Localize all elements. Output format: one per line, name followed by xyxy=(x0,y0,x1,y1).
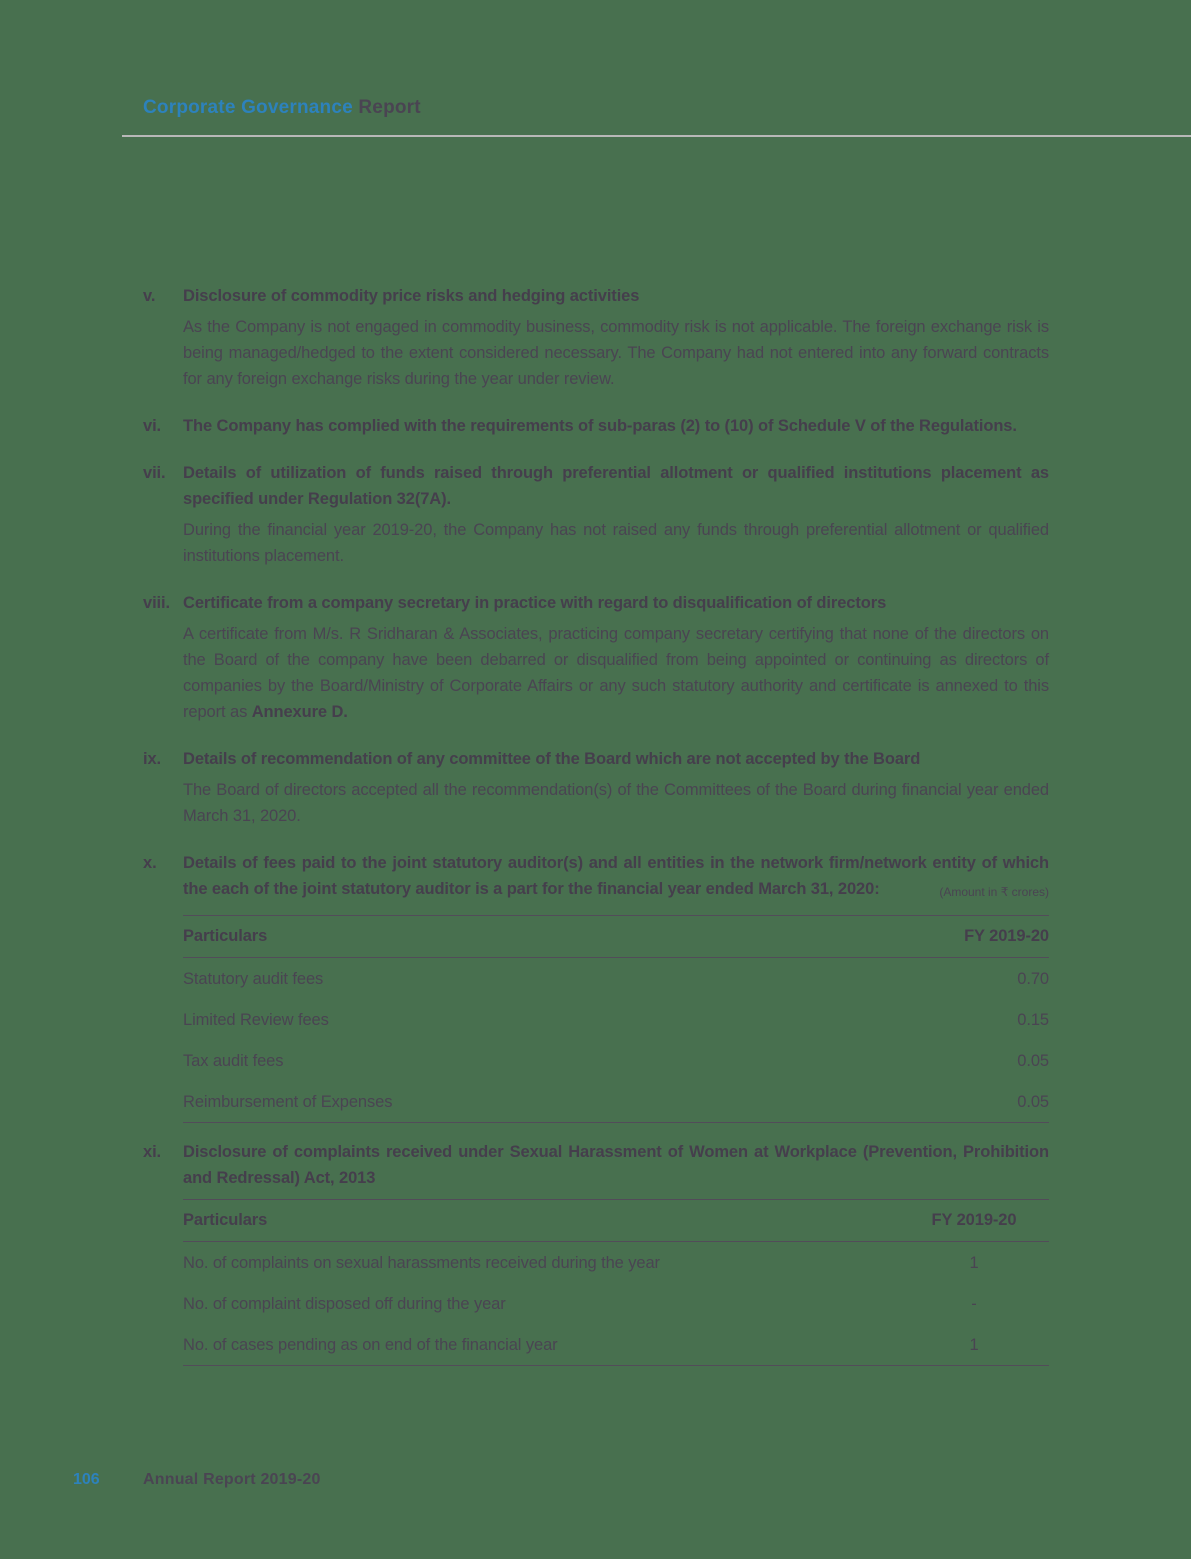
column-header-particulars: Particulars xyxy=(183,1200,899,1242)
table-header-row xyxy=(183,1200,1049,1242)
row-value: 0.70 xyxy=(1017,969,1049,988)
section-heading: Disclosure of complaints received under Sexual Harassment of Women at Workplace (Prevention, Prohibition and Redressal) Act, 2013 xyxy=(183,1143,1049,1187)
header-divider xyxy=(122,135,1191,137)
section-viii xyxy=(143,590,1049,730)
table-row xyxy=(183,1040,1049,1081)
section-paragraph xyxy=(183,621,1049,725)
section-heading: Details of recommendation of any committee of the Board which are not accepted by the Board xyxy=(183,750,921,768)
row-label: No. of cases pending as on end of the financial year xyxy=(183,1324,899,1366)
section-v xyxy=(143,283,1049,397)
column-header-fy: FY 2019-20 xyxy=(899,1200,1049,1242)
table-header-row xyxy=(183,916,1049,958)
section-paragraph: The Board of directors accepted all the recommendation(s) of the Committees of the Board during financial year ended March 31, 2020. xyxy=(183,781,1049,825)
section-xi xyxy=(143,1139,1049,1366)
annexure-reference: Annexure D. xyxy=(251,703,348,721)
header-title-highlight: Corporate Governance xyxy=(143,97,353,118)
section-heading: The Company has complied with the requirements of sub-paras (2) to (10) of Schedule V of the Regulations. xyxy=(183,417,1017,435)
section-vi xyxy=(143,413,1049,444)
section-numeral: x. xyxy=(143,854,157,872)
paragraph-text: A certificate from M/s. R Sridharan & Associates, practicing company secretary certifying that none of the directors on the Board of the company have been debarred or disqualified from being appointed or continuing as directors of companies by the Board/Ministry of Corporate Affairs or any such statutory authority and certificate is annexed to this report as xyxy=(183,625,1049,721)
section-ix xyxy=(143,746,1049,834)
row-label: Limited Review fees xyxy=(183,1010,329,1029)
section-vii xyxy=(143,460,1049,574)
row-value: 1 xyxy=(899,1324,1049,1366)
section-numeral: ix. xyxy=(143,750,162,768)
table-row xyxy=(183,1242,1049,1284)
section-numeral: v. xyxy=(143,287,156,305)
table-row xyxy=(183,999,1049,1040)
row-value: - xyxy=(971,1294,977,1313)
section-heading: Details of fees paid to the joint statutory auditor(s) and all entities in the network firm/network entity of which the each of the joint statutory auditor is a part for the financial year ended March 31, 2020: xyxy=(183,854,1049,898)
row-label: Tax audit fees xyxy=(183,1051,284,1070)
section-heading: Disclosure of commodity price risks and hedging activities xyxy=(183,287,640,305)
row-value: 1 xyxy=(969,1253,979,1272)
content-area xyxy=(143,283,1049,1382)
row-value: 0.05 xyxy=(1017,1051,1049,1070)
row-label: No. of complaints on sexual harassments received during the year xyxy=(183,1253,660,1272)
section-numeral: viii. xyxy=(143,594,171,612)
table-row xyxy=(183,958,1049,1000)
row-label: Reimbursement of Expenses xyxy=(183,1081,799,1123)
table-row xyxy=(183,1081,1049,1123)
page-number: 106 xyxy=(73,1471,100,1488)
footer-report-label: Annual Report 2019-20 xyxy=(143,1471,321,1488)
table-row xyxy=(183,1324,1049,1366)
table-row xyxy=(183,1283,1049,1324)
header-title-rest: Report xyxy=(352,97,421,118)
section-paragraph: During the financial year 2019-20, the Company has not raised any funds through preferential allotment or qualified institutions placement. xyxy=(183,521,1049,565)
amount-unit-note: (Amount in ₹ crores) xyxy=(939,885,1049,899)
row-label: No. of complaint disposed off during the year xyxy=(183,1294,506,1313)
audit-fees-table xyxy=(183,915,1049,1123)
section-heading: Details of utilization of funds raised through preferential allotment or qualified institutions placement as specified under Regulation 32(7A). xyxy=(183,464,1049,508)
row-value: 0.15 xyxy=(1017,1010,1049,1029)
section-heading: Certificate from a company secretary in practice with regard to disqualification of directors xyxy=(183,594,887,612)
column-header-particulars: Particulars xyxy=(183,916,799,958)
section-x xyxy=(143,850,1049,1123)
row-label: Statutory audit fees xyxy=(183,969,324,988)
section-paragraph: As the Company is not engaged in commodity business, commodity risk is not applicable. The foreign exchange risk is being managed/hedged to the extent considered necessary. The Company had not entered into any forward contracts for any foreign exchange risks during the year under review. xyxy=(183,318,1049,388)
column-header-fy: FY 2019-20 xyxy=(799,916,1049,958)
row-value: 0.05 xyxy=(799,1081,1049,1123)
page-header xyxy=(143,97,421,119)
section-numeral: vii. xyxy=(143,464,166,482)
complaints-table xyxy=(183,1199,1049,1366)
section-numeral: vi. xyxy=(143,417,162,435)
section-numeral: xi. xyxy=(143,1143,162,1161)
